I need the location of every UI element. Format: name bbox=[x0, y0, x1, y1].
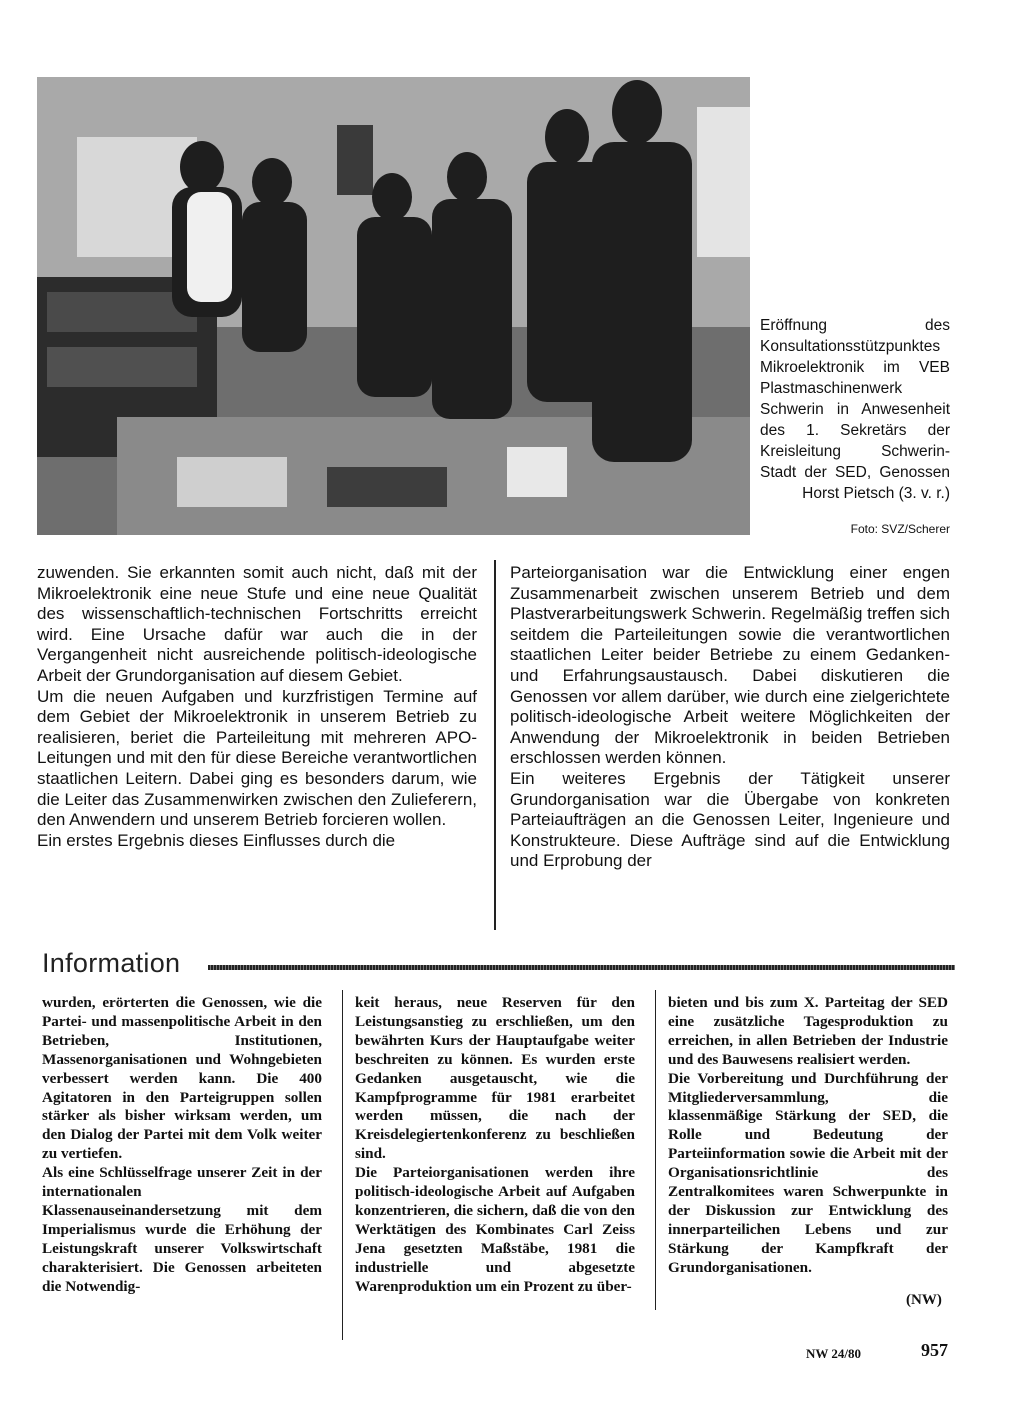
paragraph: Ein weiteres Ergebnis der Tätigkeit unserer Grundorganisation war die Übergabe von konkreten Parteiaufträgen an die Genossen Leiter, Ingenieure und Konstrukteure. Diese Aufträge sind auf die Entwicklung und Erprobung der bbox=[510, 768, 950, 871]
paragraph: Parteiorganisation war die Entwicklung einer engen Zusammenarbeit zwischen unserem Betrieb und dem Plastverarbeitungswerk Schwerin. Regelmäßig treffen sich seitdem die Parteileitungen sowie die verantwortlichen staatlichen Leiter beider Betriebe zu einem Gedanken- und Erfahrungsaustausch. Dabei diskutieren die Genossen vor allem darüber, wie durch eine zielgerichtete politisch-ideologische Arbeit weitere Möglichkeiten der Anwendung der Mikroelektronik in beiden Betrieben erschlossen werden können. bbox=[510, 563, 950, 768]
paragraph: zuwenden. Sie erkannten somit auch nicht, daß mit der Mikroelektronik eine neue Stufe und eine neue Qualität des wissenschaftlich-technischen Fortschritts erreicht wird. Eine Ursache dafür war auch die in der Vergangenheit nicht ausreichende politisch-ideologische Arbeit der Grundorganisation auf diesem Gebiet. bbox=[37, 563, 477, 685]
paragraph: Die Vorbereitung und Durchführung der Mitgliederversammlung, die klassenmäßige Stärkung der SED, die Rolle und Bedeutung der Parteiinformation sowie die Arbeit mit der Organisationsrichtlinie des Zentralkomitees waren Schwerpunkte in der Diskussion zur Entwicklung des innerparteilichen Lebens und zur Stärkung der Kampfkraft der Grundorganisationen. bbox=[668, 1069, 948, 1276]
information-column-1 bbox=[42, 994, 322, 1297]
paragraph: bieten und bis zum X. Parteitag der SED eine zusätzliche Tagesproduktion zu erreichen, in allen Betrieben der Industrie und des Bauwesens realisiert werden. bbox=[668, 994, 948, 1068]
photo-caption: Eröffnung des Konsultationsstützpunktes Mikroelektronik im VEB Plastmaschinenwerk Schwerin in Anwesenheit des 1. Sekretärs der Kreisleitung Schwerin-Stadt der SED, Genossen Horst Pietsch (3. v. r.) bbox=[760, 317, 950, 502]
paragraph: Als eine Schlüsselfrage unserer Zeit in der internationalen Klassenauseinandersetzung mit dem Imperialismus wurde die Erhöhung der Leistungskraft unserer Volkswirtschaft charakterisiert. Die Genossen arbeiteten die Notwendig- bbox=[42, 1164, 322, 1295]
paragraph: Die Parteiorganisationen werden ihre politisch-ideologische Arbeit auf Aufgaben konzentrieren, die sichern, daß die von den Werktätigen des Kombinates Carl Zeiss Jena gesetzten Maßstäbe, 1981 die industrielle und abgesetzte Warenproduktion um ein Prozent zu über- bbox=[355, 1164, 635, 1295]
paragraph: Ein erstes Ergebnis dieses Einflusses durch die bbox=[37, 830, 396, 850]
information-column-2 bbox=[355, 994, 635, 1297]
issue-label: NW 24/80 bbox=[806, 1346, 862, 1361]
information-column-3 bbox=[668, 994, 948, 1278]
photo-credit: Foto: SVZ/Scherer bbox=[850, 522, 950, 536]
information-heading: Information bbox=[42, 948, 181, 978]
author-signature: (NW) bbox=[906, 1292, 942, 1308]
information-rule bbox=[208, 965, 955, 970]
article-column-left bbox=[37, 563, 477, 851]
paragraph: Um die neuen Aufgaben und kurzfristigen Termine auf dem Gebiet der Mikroelektronik in unserem Betrieb zu realisieren, beriet die Parteileitung mit mehreren APO-Leitungen und mit den für diese Bereiche verantwortlichen staatlichen Leitern. Dabei ging es besonders darum, wie die Leiter das Zusammenwirken zwischen den Zulieferern, den Anwendern und unserem Betrieb forcieren wollen. bbox=[37, 686, 477, 830]
paragraph: wurden, erörterten die Genossen, wie die Partei- und massenpolitische Arbeit in den Betrieben, Institutionen, Massenorganisationen und Wohngebieten verbessert werden kann. Die 400 Agitatoren in den Parteigruppen sollen stärker als bisher wirksam werden, um den Dialog der Partei mit dem Volk weiter zu vertiefen. bbox=[42, 994, 322, 1163]
photo-illustration bbox=[37, 77, 750, 535]
column-divider bbox=[655, 990, 656, 1310]
column-divider bbox=[494, 560, 496, 930]
article-column-right bbox=[510, 563, 950, 872]
paragraph: keit heraus, neue Reserven für den Leistungsanstieg zu erschließen, um den bewährten Kurs der Hauptaufgabe weiter beschreiten zu können. Es wurden erste Gedanken ausgetauscht, wie die Kampfprogramme für 1981 erarbeitet werden müssen, die nach der Kreisdelegiertenkonferenz zu beschließen sind. bbox=[355, 994, 635, 1163]
column-divider bbox=[342, 990, 343, 1340]
news-photo bbox=[37, 77, 750, 535]
page-number: 957 bbox=[921, 1340, 948, 1360]
